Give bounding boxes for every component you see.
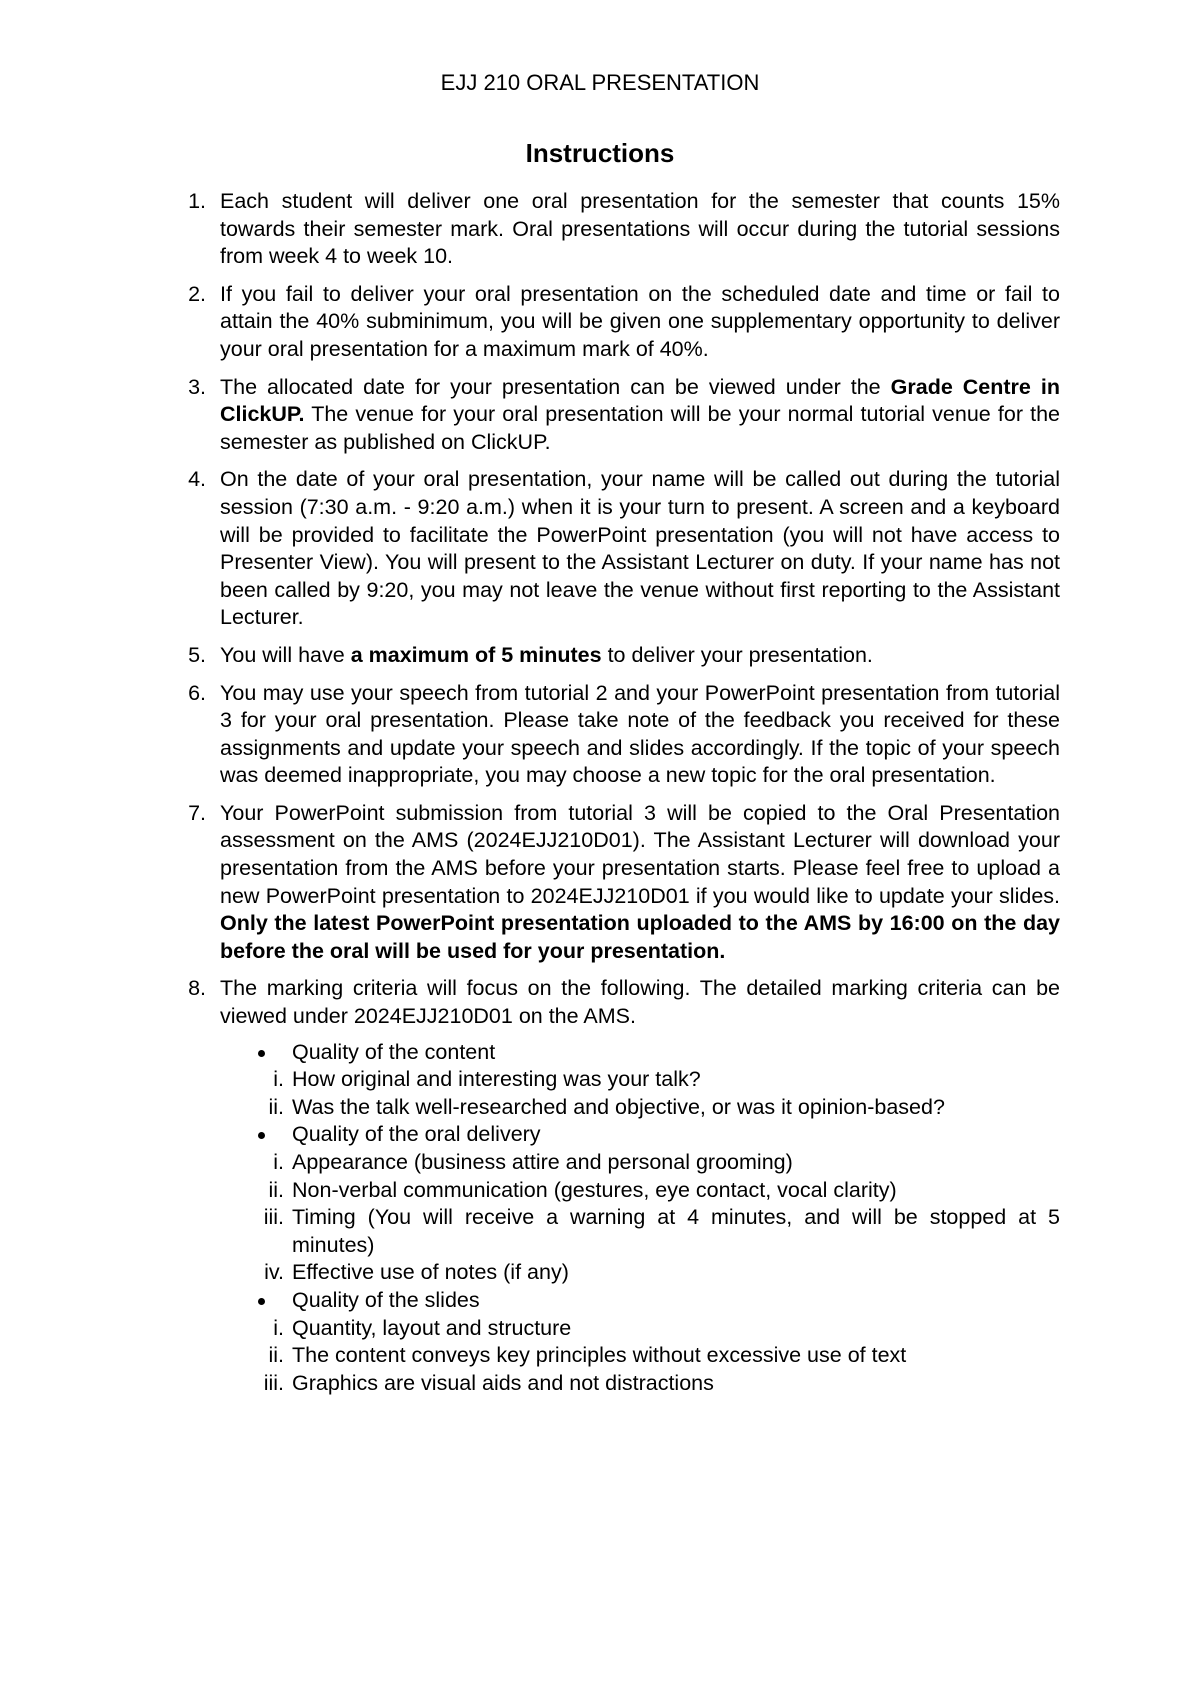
instruction-segment: If you fail to deliver your oral presentation on the scheduled date and time or fail to attain the 40% subminimum, you will be given one supplementary opportunity to deliver your oral presentation for a maximum mark of 40%. <box>220 281 1060 361</box>
instruction-segment: The allocated date for your presentation can be viewed under the <box>220 374 891 399</box>
instruction-item <box>182 466 1060 632</box>
instruction-number: 6. <box>188 680 206 705</box>
criteria-list <box>220 1039 1060 1398</box>
course-title: EJJ 210 ORAL PRESENTATION <box>440 70 760 95</box>
instruction-number: 7. <box>188 800 206 825</box>
roman-numeral: iii. <box>263 1370 284 1395</box>
instruction-text <box>220 282 1060 361</box>
criteria-subitem <box>220 1259 1060 1287</box>
instruction-number: 5. <box>188 642 206 667</box>
criteria-subitem <box>220 1066 1060 1094</box>
instruction-emphasis: Only the latest PowerPoint presentation uploaded to the AMS by 16:00 on the day before the oral will be used for your presentation. <box>220 911 1060 963</box>
criteria-item <box>220 1287 1060 1397</box>
instruction-text <box>220 643 873 667</box>
criteria-subitem-text: Appearance (business attire and personal grooming) <box>292 1150 793 1174</box>
instruction-text <box>220 976 1060 1028</box>
instruction-number: 4. <box>188 467 206 492</box>
instruction-segment: to deliver your presentation. <box>601 642 873 667</box>
criteria-subitem-text: How original and interesting was your talk? <box>292 1067 701 1092</box>
roman-numeral: i. <box>273 1067 284 1092</box>
bullet-icon <box>258 1298 265 1305</box>
instruction-number: 3. <box>188 374 206 399</box>
criteria-subitem-text: The content conveys key principles without excessive use of text <box>292 1343 907 1368</box>
bullet-icon <box>258 1050 265 1057</box>
roman-numeral: iv. <box>264 1260 284 1285</box>
instruction-segment: You will have <box>220 642 351 667</box>
instruction-item <box>182 642 1060 670</box>
instruction-text <box>220 801 1060 963</box>
criteria-subitem-text: Effective use of notes (if any) <box>292 1260 569 1285</box>
instruction-text <box>220 467 1060 629</box>
instruction-segment: The venue for your oral presentation will be your normal tutorial venue for the semester as published on ClickUP. <box>220 402 1060 454</box>
criteria-subitem <box>220 1177 1060 1205</box>
criteria-subitem-text: Timing (You will receive a warning at 4 minutes, and will be stopped at 5 minutes) <box>292 1205 1060 1257</box>
criteria-subitem <box>220 1370 1060 1398</box>
instruction-emphasis: Grade Centre in ClickUP. <box>220 374 1060 427</box>
roman-numeral: ii. <box>268 1343 284 1368</box>
criteria-subitem <box>220 1342 1060 1370</box>
instruction-segment: Your PowerPoint submission from tutorial 3 will be copied to the Oral Presentation assessment on the AMS (2024EJJ210D01). The Assistant Lecturer will download your presentation from the AMS before your presentation starts. Please feel free to upload a new PowerPoint presentation to 2024EJJ210D01 if you would like to update your slides. <box>220 800 1060 908</box>
instruction-number: 2. <box>188 281 206 306</box>
criteria-item <box>220 1121 1060 1287</box>
criteria-item <box>220 1039 1060 1122</box>
roman-numeral: ii. <box>268 1177 284 1202</box>
criteria-subitem <box>220 1094 1060 1122</box>
criteria-sublist <box>220 1315 1060 1398</box>
criteria-subitem-text: Quantity, layout and structure <box>292 1315 572 1340</box>
instructions-list <box>182 188 1060 1397</box>
criteria-sublist <box>220 1066 1060 1121</box>
instruction-item <box>182 680 1060 790</box>
instruction-segment: The marking criteria will focus on the following. The detailed marking criteria can be viewed under 2024EJJ210D01 on the AMS. <box>220 976 1060 1029</box>
criteria-subitem <box>220 1315 1060 1343</box>
criteria-label: Quality of the slides <box>292 1287 480 1312</box>
instruction-text <box>220 681 1060 788</box>
instruction-item <box>182 188 1060 271</box>
instruction-item <box>182 800 1060 966</box>
instruction-text <box>220 375 1060 454</box>
instruction-segment: You may use your speech from tutorial 2 and your PowerPoint presentation from tutorial 3 for your oral presentation. Please take note of the feedback you received for these assignments and update your speech and slides accordingly. If the topic of your speech was deemed inappropriate, you may choose a new topic for the oral presentation. <box>220 680 1060 788</box>
instruction-item <box>182 975 1060 1397</box>
instruction-emphasis: a maximum of 5 minutes <box>350 642 602 667</box>
criteria-subitem-text: Was the talk well-researched and objective, or was it opinion-based? <box>292 1094 945 1119</box>
roman-numeral: ii. <box>268 1094 284 1119</box>
roman-numeral: i. <box>273 1315 284 1340</box>
instructions-heading: Instructions <box>525 138 675 168</box>
bullet-icon <box>258 1132 265 1139</box>
roman-numeral: iii. <box>263 1205 284 1230</box>
instruction-number: 1. <box>188 189 206 213</box>
instruction-item <box>182 374 1060 457</box>
criteria-subitem <box>220 1149 1060 1177</box>
instruction-segment: On the date of your oral presentation, your name will be called out during the tutorial session (7:30 a.m. - 9:20 a.m.) when it is your turn to present. A screen and a keyboard will be provided to facilitate the PowerPoint presentation (you will not have access to Presenter View). You will present to the Assistant Lecturer on duty. If your name has not been called by 9:20, you may not leave the venue without first reporting to the Assistant Lecturer. <box>220 467 1060 630</box>
criteria-subitem-text: Graphics are visual aids and not distractions <box>292 1370 714 1395</box>
criteria-sublist <box>220 1149 1060 1287</box>
criteria-subitem-text: Non-verbal communication (gestures, eye contact, vocal clarity) <box>292 1177 897 1202</box>
criteria-label: Quality of the oral delivery <box>292 1122 541 1147</box>
instruction-number: 8. <box>188 976 206 1001</box>
criteria-subitem <box>220 1204 1060 1259</box>
criteria-label: Quality of the content <box>292 1039 496 1064</box>
instruction-item <box>182 281 1060 364</box>
roman-numeral: i. <box>273 1150 284 1174</box>
instruction-segment: Each student will deliver one oral presentation for the semester that counts 15% towards their semester mark. Oral presentations will occur during the tutorial sessions from week 4 to week 10. <box>220 189 1060 269</box>
instruction-text <box>220 189 1060 268</box>
